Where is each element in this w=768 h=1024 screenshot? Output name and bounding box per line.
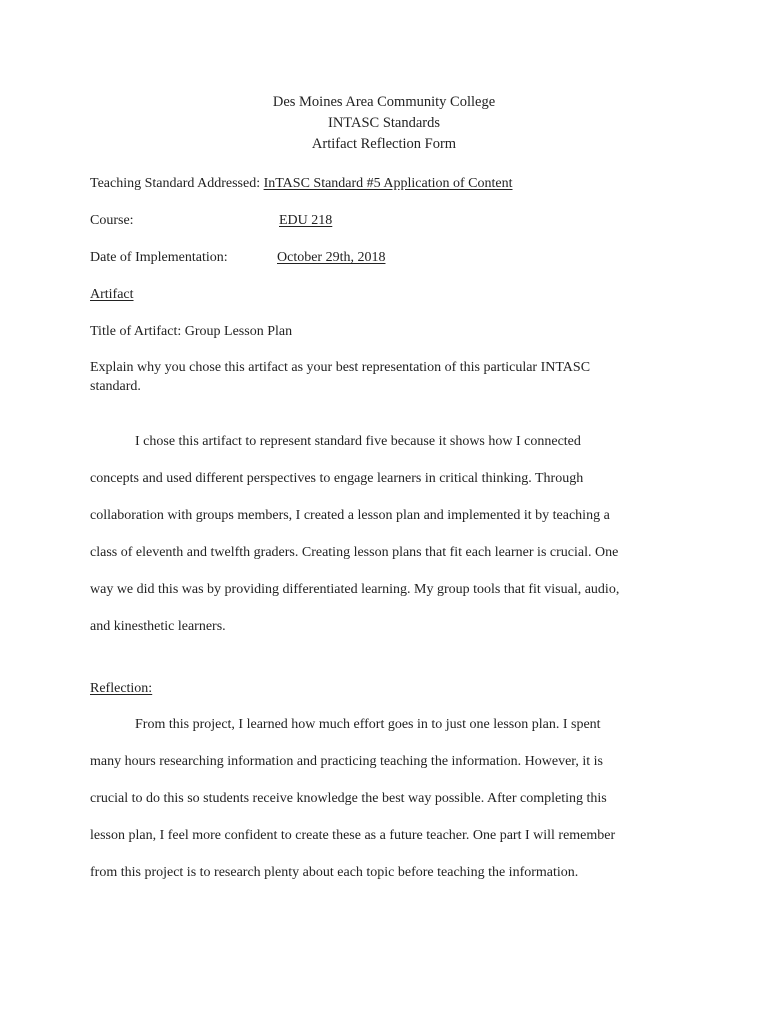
- standards-title: INTASC Standards: [327, 115, 440, 131]
- date-value: October 29th, 2018: [277, 250, 386, 265]
- course-label: Course:: [90, 213, 134, 228]
- reflection-paragraph-line: lesson plan, I feel more confident to create these as a future teacher. One part I will remember: [90, 828, 616, 843]
- artifact-paragraph-line: and kinesthetic learners.: [90, 619, 226, 634]
- institution-name: Des Moines Area Community College: [272, 94, 496, 110]
- artifact-paragraph-line: concepts and used different perspectives to engage learners in critical thinking. Through: [90, 471, 584, 486]
- artifact-paragraph-line: way we did this was by providing differentiated learning. My group tools that fit visual, audio,: [90, 582, 620, 597]
- prompt-line: Explain why you chose this artifact as your best representation of this particular INTASC: [90, 360, 591, 375]
- artifact-paragraph-line: I chose this artifact to represent standard five because it shows how I connected: [135, 434, 581, 449]
- reflection-paragraph-line: many hours researching information and practicing teaching the information. However, it is: [90, 754, 604, 769]
- reflection-paragraph-line: crucial to do this so students receive knowledge the best way possible. After completing this: [90, 791, 607, 806]
- standard-value: InTASC Standard #5 Application of Content: [263, 176, 513, 191]
- artifact-paragraph-line: collaboration with groups members, I created a lesson plan and implemented it by teaching a: [90, 508, 610, 523]
- form-title: Artifact Reflection Form: [311, 136, 457, 152]
- reflection-heading: Reflection:: [90, 681, 153, 696]
- course-value: EDU 218: [279, 213, 333, 228]
- artifact-title-line: [90, 323, 292, 341]
- date-label: Date of Implementation:: [90, 250, 228, 265]
- standard-label: Teaching Standard Addressed:: [90, 176, 261, 191]
- artifact-heading: Artifact: [90, 287, 134, 302]
- course-field: [90, 212, 690, 230]
- artifact-title-value: Group Lesson Plan: [184, 324, 293, 339]
- reflection-paragraph-line: from this project is to research plenty about each topic before teaching the information.: [90, 865, 579, 880]
- standard-field: [90, 175, 690, 193]
- date-field: [90, 249, 690, 267]
- artifact-title-label: Title of Artifact:: [90, 324, 182, 339]
- prompt-line: standard.: [90, 379, 141, 394]
- reflection-paragraph-line: From this project, I learned how much effort goes in to just one lesson plan. I spent: [135, 717, 601, 732]
- artifact-paragraph-line: class of eleventh and twelfth graders. Creating lesson plans that fit each learner is crucial. One: [90, 545, 619, 560]
